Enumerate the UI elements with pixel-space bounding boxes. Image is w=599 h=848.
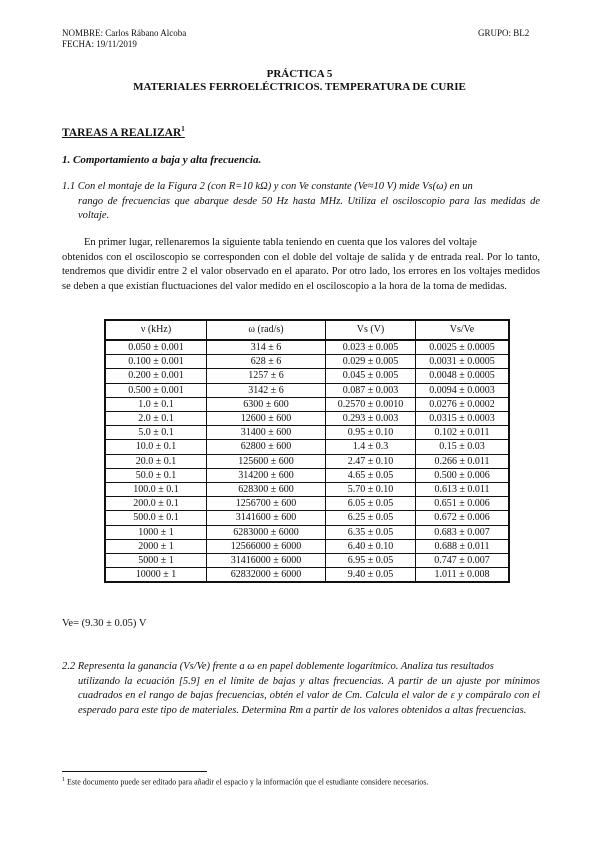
table-cell: 0.95 ± 0.10 xyxy=(326,426,416,440)
task-1-1-body: rango de frecuencias que abarque desde 50 Hz hasta MHz. Utiliza el osciloscopio para las medidas de voltaje. xyxy=(78,195,540,221)
footnote-mark: 1 xyxy=(62,777,65,783)
table-cell: 0.200 ± 0.001 xyxy=(105,369,207,383)
table-cell: 6.95 ± 0.05 xyxy=(326,554,416,568)
table-cell: 0.0276 ± 0.0002 xyxy=(416,397,510,411)
section-heading: 1. Comportamiento a baja y alta frecuencia. xyxy=(62,154,262,166)
table-row xyxy=(105,468,509,482)
table-cell: 1257 ± 6 xyxy=(207,369,326,383)
table-cell: 50.0 ± 0.1 xyxy=(105,468,207,482)
table-row xyxy=(105,412,509,426)
table-cell: 62800 ± 600 xyxy=(207,440,326,454)
table-cell: 10000 ± 1 xyxy=(105,568,207,583)
table-cell: 500.0 ± 0.1 xyxy=(105,511,207,525)
table-row xyxy=(105,397,509,411)
table-cell: 2.47 ± 0.10 xyxy=(326,454,416,468)
task-1-1 xyxy=(62,180,540,224)
table-cell: 12566000 ± 6000 xyxy=(207,539,326,553)
task-2-2-first-line: 2.2 Representa la ganancia (Vs/Ve) frente a ω en papel doblemente logarítmico. Analiza tus resultados xyxy=(62,661,494,672)
column-header: ν (kHz) xyxy=(105,320,207,340)
table-cell: 5.70 ± 0.10 xyxy=(326,483,416,497)
table-cell: 0.688 ± 0.011 xyxy=(416,539,510,553)
table-cell: 0.293 ± 0.003 xyxy=(326,412,416,426)
table-header-row xyxy=(105,320,509,340)
table-cell: 0.2570 ± 0.0010 xyxy=(326,397,416,411)
input-voltage-value: Ve= (9.30 ± 0.05) V xyxy=(62,618,147,629)
table-cell: 314200 ± 600 xyxy=(207,468,326,482)
table-body xyxy=(105,340,509,582)
table-cell: 2000 ± 1 xyxy=(105,539,207,553)
table-row xyxy=(105,539,509,553)
table-cell: 0.747 ± 0.007 xyxy=(416,554,510,568)
table-cell: 10.0 ± 0.1 xyxy=(105,440,207,454)
table-cell: 0.672 ± 0.006 xyxy=(416,511,510,525)
table-cell: 3141600 ± 600 xyxy=(207,511,326,525)
tasks-heading xyxy=(62,127,185,139)
table-row xyxy=(105,568,509,583)
table-row xyxy=(105,440,509,454)
explanation-paragraph xyxy=(62,236,540,294)
table-cell: 6300 ± 600 xyxy=(207,397,326,411)
table-cell: 0.500 ± 0.001 xyxy=(105,383,207,397)
table-cell: 6.35 ± 0.05 xyxy=(326,525,416,539)
table-cell: 5000 ± 1 xyxy=(105,554,207,568)
table-cell: 6.05 ± 0.05 xyxy=(326,497,416,511)
table-row xyxy=(105,340,509,355)
table-cell: 1256700 ± 600 xyxy=(207,497,326,511)
task-2-2-body: utilizando la ecuación [5.9] en el límite de bajas y altas frecuencias. A partir de un ajuste por mínimos cuadrados en el rango de bajas frecuencias, obtén el valor de Cm. Calcula el valor de ε y compáralo con el esperado para este tipo de materiales. Determina Rm a partir de los valores obtenidos a altas frecuencias. xyxy=(78,675,540,716)
task-2-2 xyxy=(62,660,540,718)
table-cell: 0.087 ± 0.003 xyxy=(326,383,416,397)
table-cell: 1.0 ± 0.1 xyxy=(105,397,207,411)
table-cell: 0.045 ± 0.005 xyxy=(326,369,416,383)
table-row xyxy=(105,383,509,397)
table-cell: 20.0 ± 0.1 xyxy=(105,454,207,468)
header-left xyxy=(62,28,186,50)
table-cell: 0.0025 ± 0.0005 xyxy=(416,340,510,355)
table-cell: 0.023 ± 0.005 xyxy=(326,340,416,355)
table-cell: 0.0315 ± 0.0003 xyxy=(416,412,510,426)
table-cell: 0.050 ± 0.001 xyxy=(105,340,207,355)
footnote-text: Este documento puede ser editado para añadir el espacio y la información que el estudiante considere necesarios. xyxy=(67,777,429,787)
table-cell: 0.266 ± 0.011 xyxy=(416,454,510,468)
table-row xyxy=(105,426,509,440)
table-row xyxy=(105,369,509,383)
group-label: GRUPO: BL2 xyxy=(478,28,530,38)
table-cell: 0.029 ± 0.005 xyxy=(326,355,416,369)
table-cell: 6.40 ± 0.10 xyxy=(326,539,416,553)
paragraph-body: obtenidos con el osciloscopio se corresponden con el doble del voltaje de salida y de entrada real. Por lo tanto, tendremos que dividir entre 2 el valor observado en el aparato. Por otro lado, los errores en los voltajes medidos se deben a que existían fluctuaciones del valor medido en el osciloscopio a la hora de la toma de medidas. xyxy=(62,251,540,292)
table-cell: 0.0048 ± 0.0005 xyxy=(416,369,510,383)
table-cell: 1.011 ± 0.008 xyxy=(416,568,510,583)
table-cell: 0.15 ± 0.03 xyxy=(416,440,510,454)
table-cell: 6.25 ± 0.05 xyxy=(326,511,416,525)
table-row xyxy=(105,355,509,369)
practice-title: PRÁCTICA 5 xyxy=(266,68,333,80)
tasks-heading-text: TAREAS A REALIZAR xyxy=(62,127,182,139)
table-cell: 2.0 ± 0.1 xyxy=(105,412,207,426)
table-row xyxy=(105,497,509,511)
table-cell: 3142 ± 6 xyxy=(207,383,326,397)
table-cell: 0.100 ± 0.001 xyxy=(105,355,207,369)
table-row xyxy=(105,454,509,468)
paragraph-first-line: En primer lugar, rellenaremos la siguiente tabla teniendo en cuenta que los valores del voltaje xyxy=(84,237,477,248)
table-cell: 0.683 ± 0.007 xyxy=(416,525,510,539)
column-header: ω (rad/s) xyxy=(207,320,326,340)
table-cell: 314 ± 6 xyxy=(207,340,326,355)
table-cell: 5.0 ± 0.1 xyxy=(105,426,207,440)
table-row xyxy=(105,525,509,539)
footnote-reference: 1 xyxy=(181,125,185,134)
table-cell: 0.651 ± 0.006 xyxy=(416,497,510,511)
footnote-divider xyxy=(62,771,207,772)
table-cell: 125600 ± 600 xyxy=(207,454,326,468)
table-cell: 0.613 ± 0.011 xyxy=(416,483,510,497)
measurements-table xyxy=(104,319,510,583)
practice-subtitle: MATERIALES FERROELÉCTRICOS. TEMPERATURA DE CURIE xyxy=(133,81,466,93)
table-cell: 1.4 ± 0.3 xyxy=(326,440,416,454)
table-row xyxy=(105,511,509,525)
table-cell: 628300 ± 600 xyxy=(207,483,326,497)
table-row xyxy=(105,483,509,497)
column-header: Vs (V) xyxy=(326,320,416,340)
table-cell: 9.40 ± 0.05 xyxy=(326,568,416,583)
table-cell: 4.65 ± 0.05 xyxy=(326,468,416,482)
table-cell: 31416000 ± 6000 xyxy=(207,554,326,568)
table-cell: 0.102 ± 0.011 xyxy=(416,426,510,440)
table-cell: 200.0 ± 0.1 xyxy=(105,497,207,511)
footnote xyxy=(62,777,428,787)
table-cell: 12600 ± 600 xyxy=(207,412,326,426)
table-cell: 628 ± 6 xyxy=(207,355,326,369)
table-cell: 1000 ± 1 xyxy=(105,525,207,539)
table-row xyxy=(105,554,509,568)
table-cell: 0.0031 ± 0.0005 xyxy=(416,355,510,369)
table-cell: 31400 ± 600 xyxy=(207,426,326,440)
table-cell: 6283000 ± 6000 xyxy=(207,525,326,539)
student-name: NOMBRE: Carlos Rábano Alcoba xyxy=(62,28,187,38)
table-cell: 0.500 ± 0.006 xyxy=(416,468,510,482)
document-date: FECHA: 19/11/2019 xyxy=(62,39,137,49)
table-cell: 62832000 ± 6000 xyxy=(207,568,326,583)
column-header: Vs/Ve xyxy=(416,320,510,340)
table-cell: 100.0 ± 0.1 xyxy=(105,483,207,497)
task-1-1-first-line: 1.1 Con el montaje de la Figura 2 (con R=10 kΩ) y con Ve constante (Ve≈10 V) mide Vs(ω) en un xyxy=(62,181,473,192)
table-cell: 0.0094 ± 0.0003 xyxy=(416,383,510,397)
